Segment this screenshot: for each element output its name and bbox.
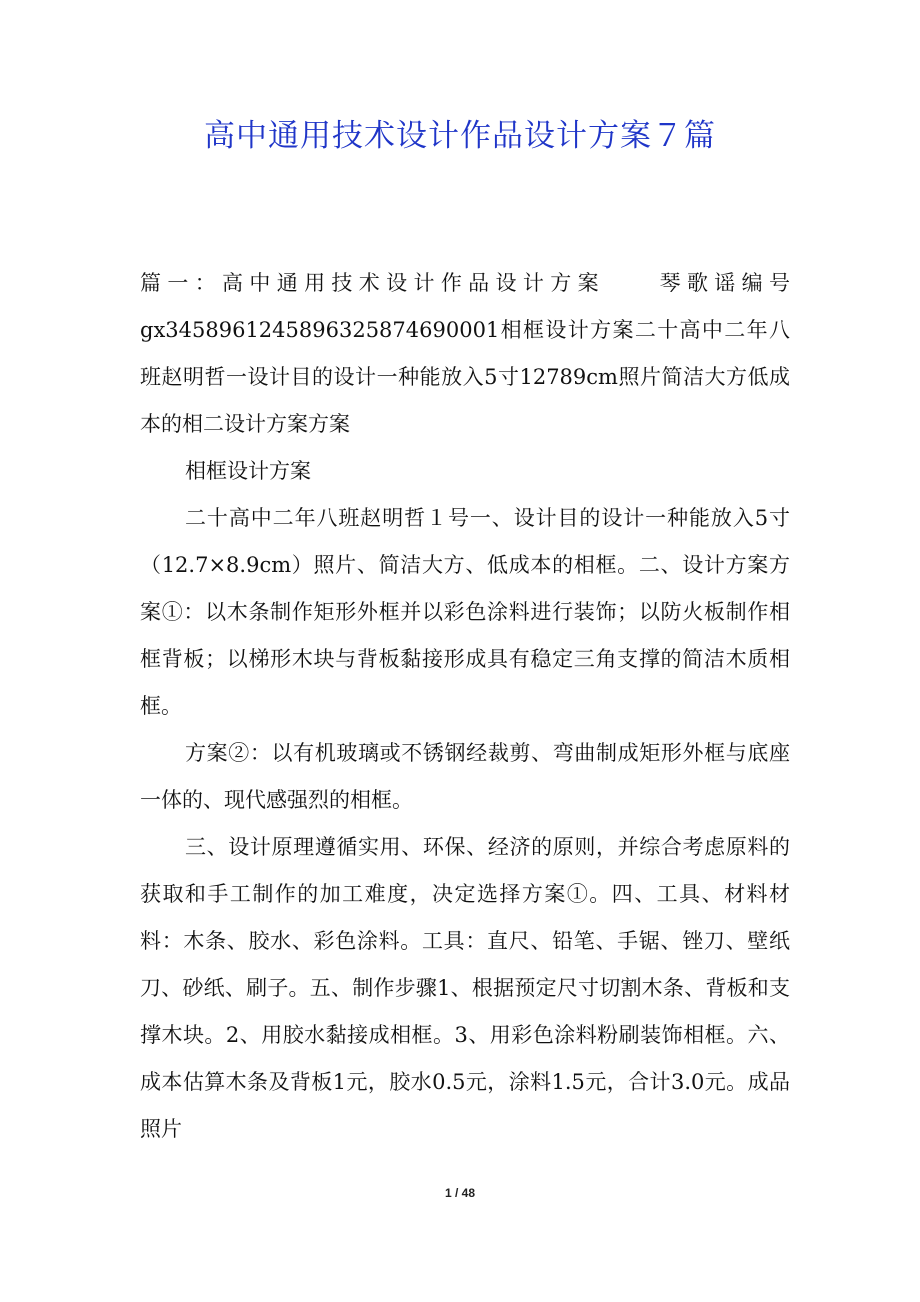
paragraph-principles: 三、设计原理遵循实用、环保、经济的原则，并综合考虑原料的获取和手工制作的加工难度，决定选择方案①。四、工具、材料材料：木条、胶水、彩色涂料。工具：直尺、铅笔、手锯、锉刀、壁纸刀、砂纸、刷子。五、制作步骤1、根据预定尺寸切割木条、背板和支撑木块。2、用胶水黏接成相框。3、用彩色涂料粉刷装饰相框。六、成本估算木条及背板1元，胶水0.5元，涂料1.5元，合计3.0元。成品照片 xyxy=(140,835,790,1141)
document-title: 高中通用技术设计作品设计方案７篇 xyxy=(204,118,716,154)
paragraph-heading: 相框设计方案 xyxy=(185,459,311,483)
paragraph-intro: 篇一：高中通用技术设计作品设计方案 琴歌谣编号gx345896124589632587469000​1相框设计方案二十高中二年八班赵明哲一设计目的设计一种能放入5寸12789cm照片简洁大方低成本的相二设计方案方案 xyxy=(140,271,790,436)
paragraph-design-plan: 二十高中二年八班赵明哲１号一、设计目的设计一种能放入5寸（12.7×8.9cm）照片、简洁大方、低成本的相框。二、设计方案方案①：以木条制作矩形外框并以彩色涂料进行装饰；以防火板制作相框背板；以梯形木块与背板黏接形成具有稳定三角支撑的简洁木质相框。 xyxy=(140,506,790,718)
document-body xyxy=(140,260,790,1153)
paragraph-plan-two: 方案②：以有机玻璃或不锈钢经裁剪、弯曲制成矩形外框与底座一体的、现代感强烈的相框。 xyxy=(140,741,790,812)
page-number: 1 / 48 xyxy=(444,1186,476,1200)
